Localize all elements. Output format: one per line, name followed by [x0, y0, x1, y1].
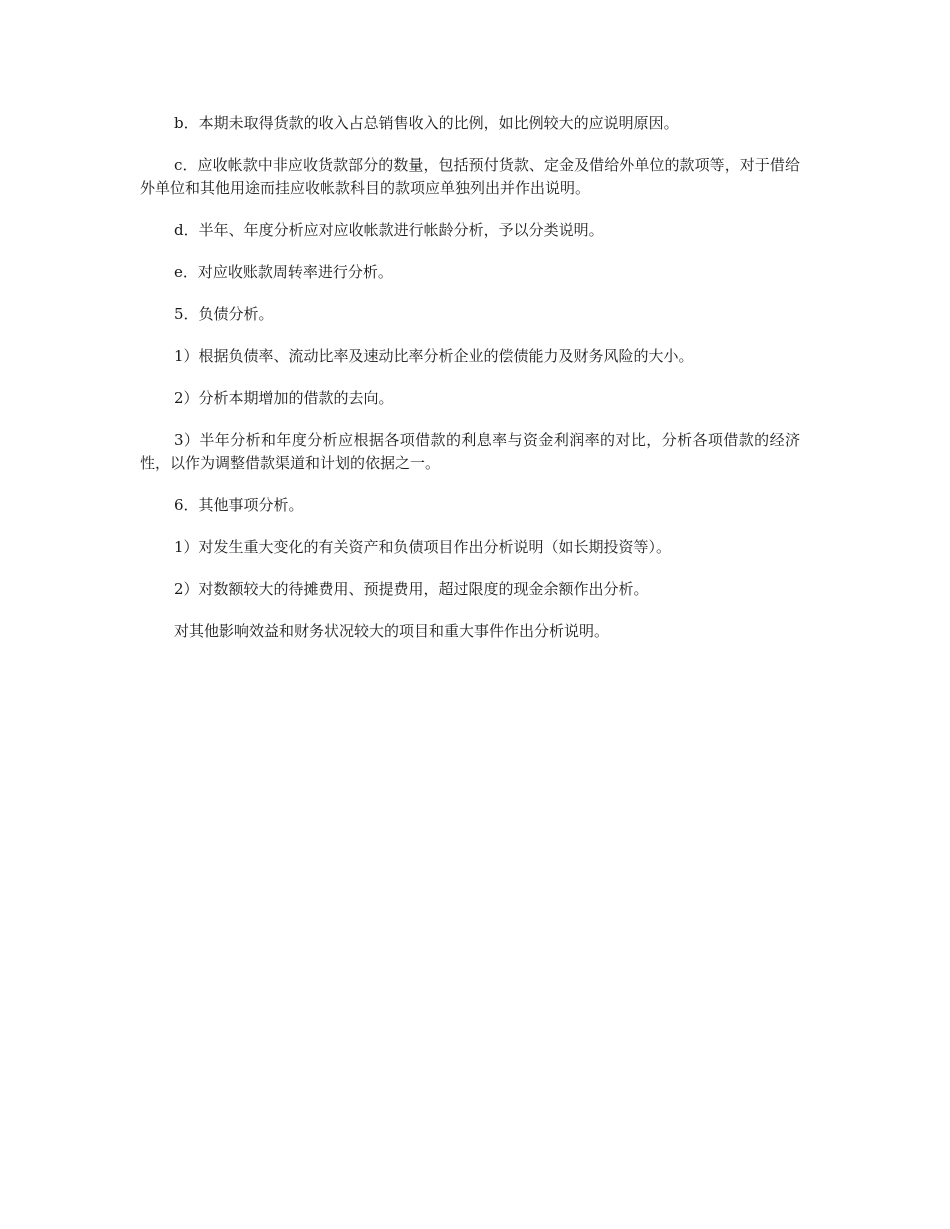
section-heading-liabilities: 5．负债分析。 — [174, 305, 274, 323]
paragraph-other-2: 2）对数额较大的待摊费用、预提费用，超过限度的现金余额作出分析。 — [174, 580, 649, 598]
paragraph-receivable-c: c．应收帐款中非应收货款部分的数量，包括预付货款、定金及借给外单位的款项等，对于借给外单位和其他用途而挂应收帐款科目的款项应单独列出并作出说明。 — [140, 156, 800, 197]
paragraph-other-closing: 对其他影响效益和财务状况较大的项目和重大事件作出分析说明。 — [174, 622, 610, 640]
paragraph-liabilities-3: 3）半年分析和年度分析应根据各项借款的利息率与资金利润率的对比，分析各项借款的经济性，以作为调整借款渠道和计划的依据之一。 — [140, 431, 800, 472]
paragraph-other-1: 1）对发生重大变化的有关资产和负债项目作出分析说明（如长期投资等）。 — [174, 538, 672, 556]
document-body — [140, 112, 800, 662]
paragraph-liabilities-1: 1）根据负债率、流动比率及速动比率分析企业的偿债能力及财务风险的大小。 — [174, 347, 694, 365]
paragraph-receivable-d: d．半年、年度分析应对应收帐款进行帐龄分析，予以分类说明。 — [174, 221, 604, 239]
paragraph-receivable-b: b．本期未取得货款的收入占总销售收入的比例，如比例较大的应说明原因。 — [174, 114, 679, 132]
paragraph-receivable-e: e．对应收账款周转率进行分析。 — [174, 263, 393, 281]
section-heading-other-items: 6．其他事项分析。 — [174, 496, 304, 514]
paragraph-liabilities-2: 2）分析本期增加的借款的去向。 — [174, 389, 394, 407]
